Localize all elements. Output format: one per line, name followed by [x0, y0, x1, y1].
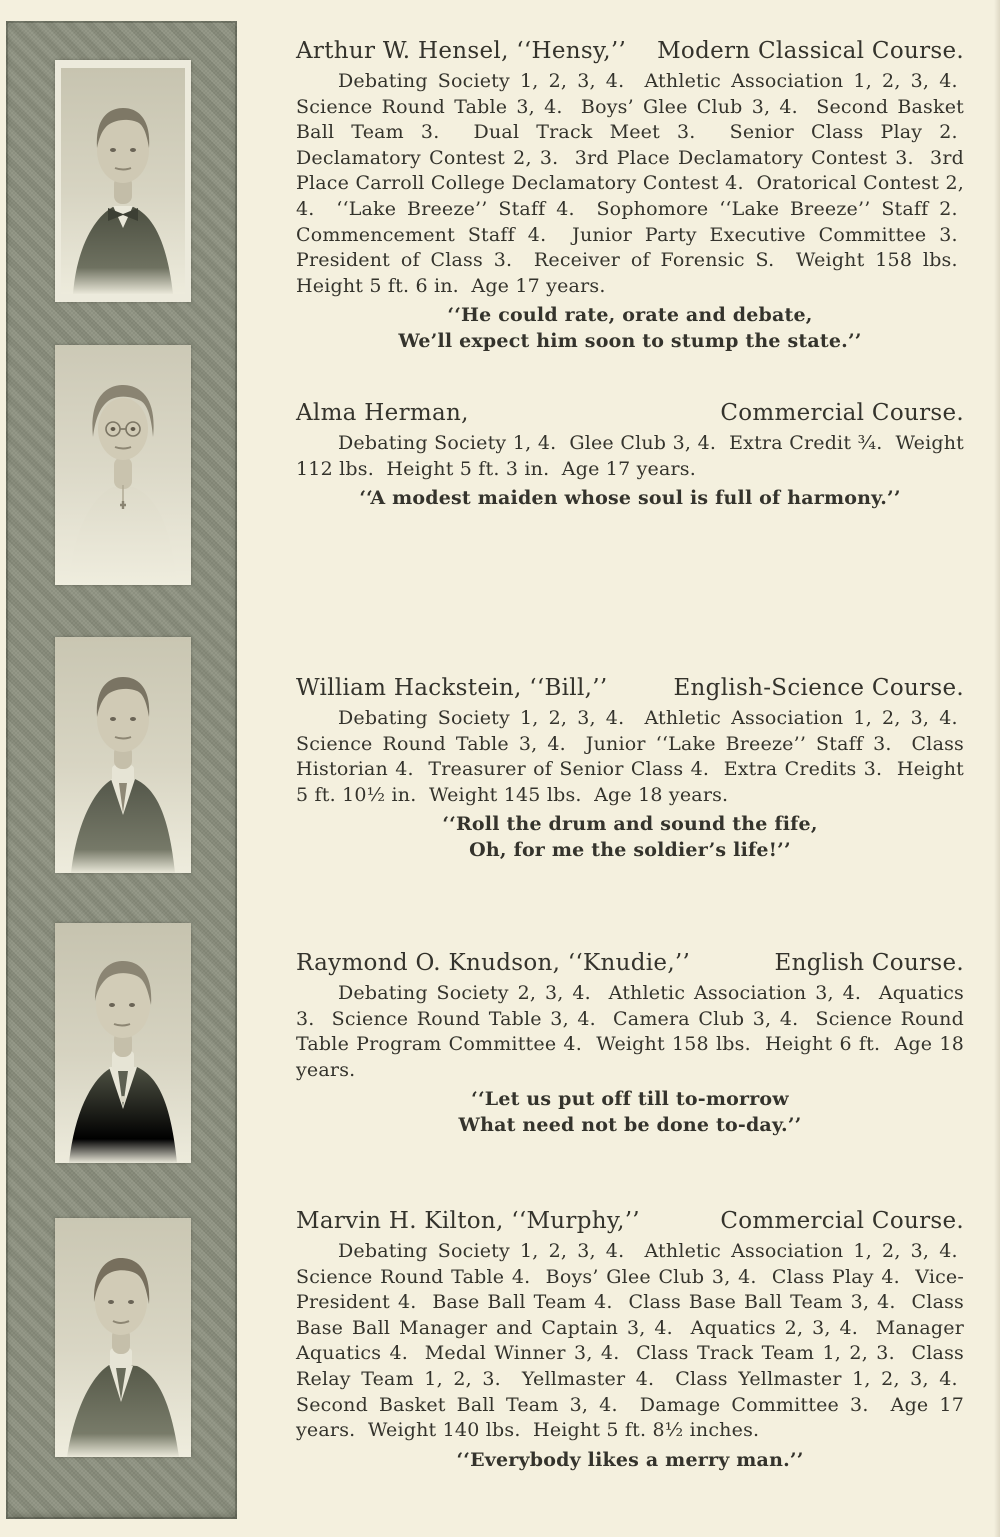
student-name: Marvin H. Kilton, ‘‘Murphy,’’ [296, 1208, 640, 1234]
student-quote [296, 485, 964, 511]
student-quote [296, 1086, 964, 1138]
student-name: William Hackstein, ‘‘Bill,’’ [296, 675, 608, 701]
student-entry-alma-herman [296, 400, 964, 511]
portrait-illustration [55, 1218, 191, 1457]
student-entry-marvin-kilton [296, 1208, 964, 1473]
student-activities: Debating Society 2, 3, 4. Athletic Association 3, 4. Aquatics 3. Science Round Table 3, 4. Camera Club 3, 4. Science Round Table Program Committee 4. Weight 158 lbs. Height 6 ft. Age 18 years. [296, 982, 964, 1081]
student-quote-line: ‘‘He could rate, orate and debate, [447, 304, 813, 327]
portrait-illustration [55, 60, 191, 302]
student-course: English Course. [774, 950, 964, 976]
student-course: Commercial Course. [720, 400, 964, 426]
student-quote-line: ‘‘Roll the drum and sound the fife, [442, 813, 818, 836]
student-heading [296, 1208, 964, 1234]
portrait-illustration [55, 923, 191, 1163]
student-quote-line: ‘‘A modest maiden whose soul is full of harmony.’’ [359, 487, 901, 510]
student-name: Arthur W. Hensel, ‘‘Hensy,’’ [296, 38, 627, 64]
student-course: English-Science Course. [673, 675, 964, 701]
student-name: Alma Herman, [296, 400, 469, 426]
student-quote-line: ‘‘Everybody likes a merry man.’’ [456, 1448, 804, 1471]
student-quote-line: What need not be done to-day.’’ [458, 1114, 802, 1137]
student-heading [296, 950, 964, 976]
student-heading [296, 38, 964, 64]
portrait-photo-william-hackstein [55, 637, 191, 873]
student-quote-line: Oh, for me the soldier’s life!’’ [469, 839, 791, 862]
student-heading [296, 675, 964, 701]
portrait-photo-raymond-knudson [55, 923, 191, 1163]
student-activities: Debating Society 1, 4. Glee Club 3, 4. Extra Credit ¾. Weight 112 lbs. Height 5 ft. 3 in. Age 17 years. [296, 432, 964, 480]
student-quote [296, 302, 964, 354]
student-quote [296, 1447, 964, 1473]
portrait-photo-marvin-kilton [55, 1218, 191, 1457]
student-quote-line: ‘‘Let us put off till to-morrow [471, 1088, 789, 1111]
portrait-photo-arthur-hensel [55, 60, 191, 302]
student-quote-line: We’ll expect him soon to stump the state.’’ [398, 330, 862, 353]
student-course: Modern Classical Course. [657, 38, 964, 64]
student-heading [296, 400, 964, 426]
student-entry-arthur-hensel [296, 38, 964, 354]
portrait-illustration [55, 637, 191, 873]
student-activities: Debating Society 1, 2, 3, 4. Athletic Association 1, 2, 3, 4. Science Round Table 3, 4. Boys’ Glee Club 3, 4. Second Basket Ball Team 3. Dual Track Meet 3. Senior Class Play 2. Declamatory Contest 2, 3. 3rd Place Declamatory Contest 3. 3rd Place Carroll College Declamatory Contest 4. Oratorical Contest 2, 4. ‘‘Lake Breeze’’ Staff 4. Sophomore ‘‘Lake Breeze’’ Staff 2. Commencement Staff 4. Junior Party Executive Committee 3. President of Class 3. Receiver of Forensic S. Weight 158 lbs. Height 5 ft. 6 in. Age 17 years. [296, 70, 964, 297]
student-activities: Debating Society 1, 2, 3, 4. Athletic Association 1, 2, 3, 4. Science Round Table 4. Boys’ Glee Club 3, 4. Class Play 4. Vice-President 4. Base Ball Team 4. Class Base Ball Team 3, 4. Class Base Ball Manager and Captain 3, 4. Aquatics 2, 3, 4. Manager Aquatics 4. Medal Winner 3, 4. Class Track Team 1, 2, 3. Class Relay Team 1, 2, 3. Yellmaster 4. Class Yellmaster 1, 2, 3, 4. Second Basket Ball Team 3, 4. Damage Committee 3. Age 17 years. Weight 140 lbs. Height 5 ft. 8½ inches. [296, 1240, 964, 1442]
student-quote [296, 811, 964, 863]
student-name: Raymond O. Knudson, ‘‘Knudie,’’ [296, 950, 691, 976]
student-course: Commercial Course. [720, 1208, 964, 1234]
student-entry-raymond-knudson [296, 950, 964, 1138]
portrait-photo-alma-herman [55, 345, 191, 585]
student-entry-william-hackstein [296, 675, 964, 863]
student-activities: Debating Society 1, 2, 3, 4. Athletic Association 1, 2, 3, 4. Science Round Table 3, 4. Junior ‘‘Lake Breeze’’ Staff 3. Class Historian 4. Treasurer of Senior Class 4. Extra Credits 3. Height 5 ft. 10½ in. Weight 145 lbs. Age 18 years. [296, 707, 964, 806]
portrait-illustration [55, 345, 191, 585]
